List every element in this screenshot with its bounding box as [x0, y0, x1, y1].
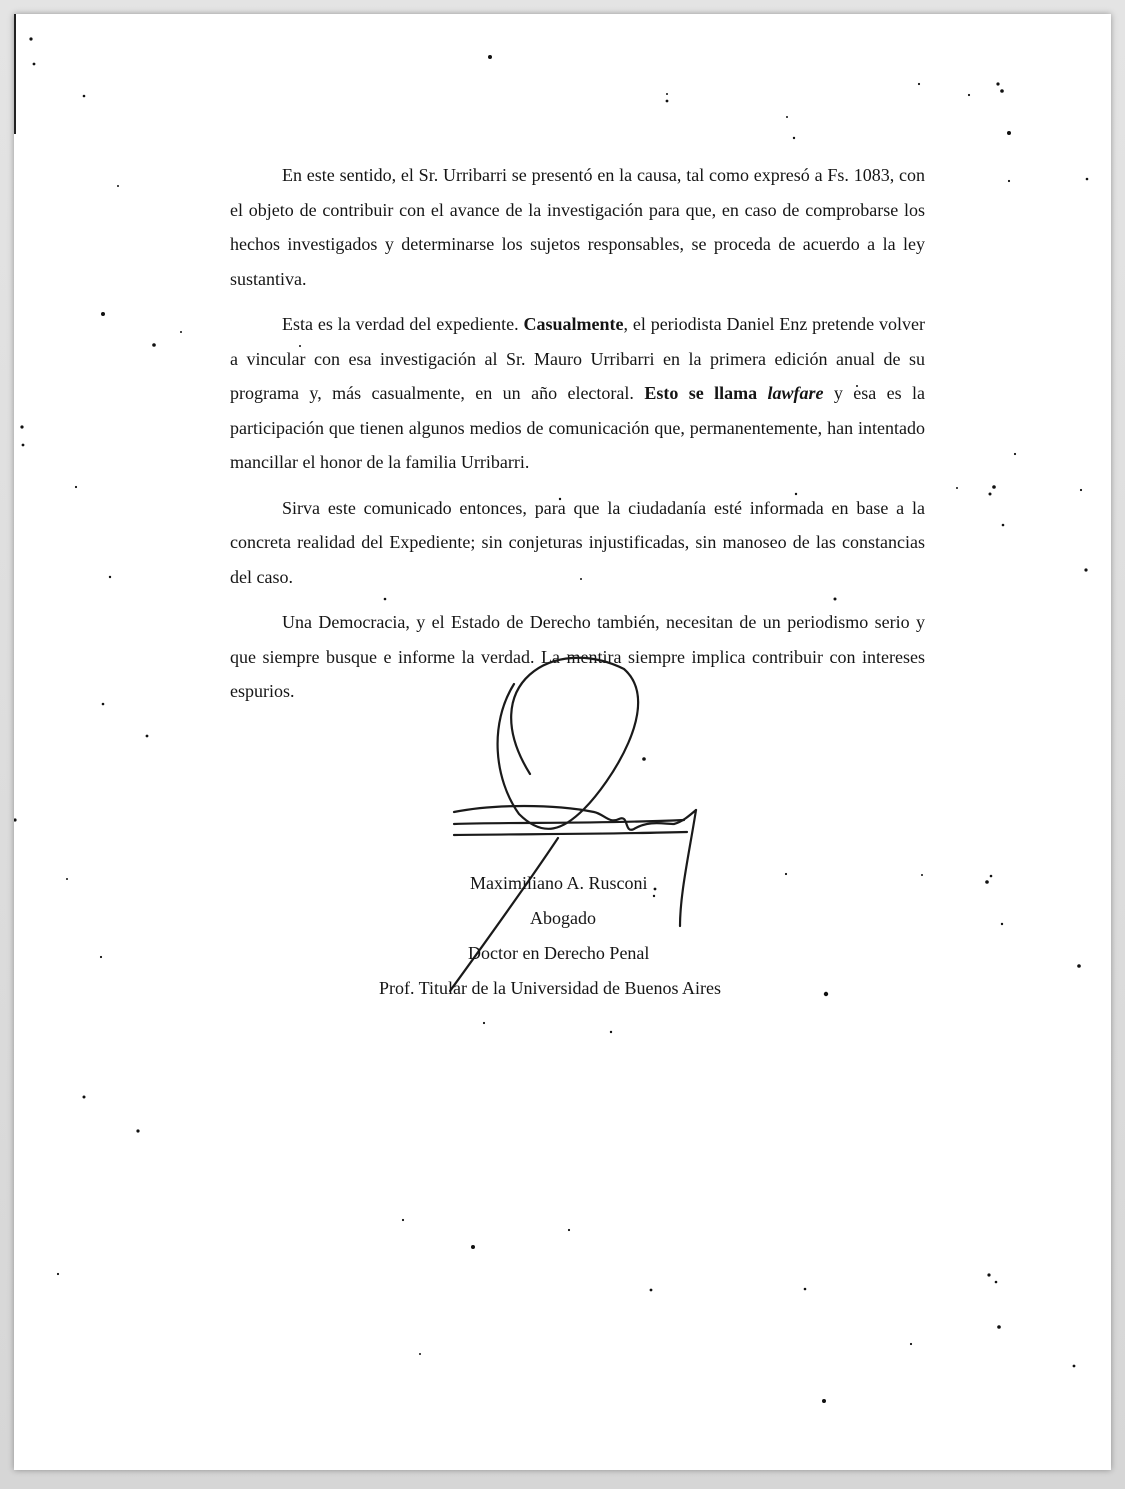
- document-page: [14, 14, 1111, 1470]
- emphasis-esto-se-llama: Esto se llama: [644, 383, 768, 403]
- signer-title: Abogado: [530, 908, 596, 928]
- emphasis-lawfare: lawfare: [767, 383, 824, 403]
- paragraph-2-text-b: , el periodista Daniel Enz pretende volver a vincular con esa investigación al Sr. Mauro Urribarri en la primera edición anual de su programa y, más casualmente, en un año electoral.: [230, 314, 925, 403]
- paragraph-1: [230, 158, 925, 296]
- paragraph-3-text: Sirva este comunicado entonces, para que la ciudadanía esté informada en base a la concreta realidad del Expediente; sin conjeturas injustificadas, sin manoseo de las constancias del caso.: [230, 497, 925, 587]
- signer-name: Maximiliano A. Rusconi: [470, 873, 648, 893]
- signature-strokes: [450, 658, 696, 991]
- paragraph-3: [230, 491, 925, 595]
- emphasis-casualmente: Casualmente: [523, 314, 624, 334]
- signer-degree: Doctor en Derecho Penal: [468, 943, 650, 963]
- paragraph-4-text: Una Democracia, y el Estado de Derecho también, necesitan de un periodismo serio y que siempre busque e informe la verdad. La mentira siempre implica contribuir con intereses espurios.: [230, 612, 925, 701]
- paragraph-2-text-a: Esta es la verdad del expediente.: [282, 314, 524, 334]
- paragraph-1-text: En este sentido, el Sr. Urribarri se presentó en la causa, tal como expresó a Fs. 1083, con el objeto de contribuir con el avance de la investigación para que, en caso de comprobarse los hechos investigados y determinarse los sujetos responsables, se proceda de acuerdo a la ley sustantiva.: [230, 165, 925, 289]
- handwritten-signature: [434, 644, 734, 1024]
- letter-body: [230, 158, 925, 720]
- paragraph-2-text-c: y esa es la participación que tienen algunos medios de comunicación que, permanentemente, han intentado mancillar el honor de la familia Urribarri.: [230, 383, 926, 472]
- paragraph-2: [230, 307, 925, 480]
- signer-position: Prof. Titular de la Universidad de Buenos Aires: [379, 978, 721, 998]
